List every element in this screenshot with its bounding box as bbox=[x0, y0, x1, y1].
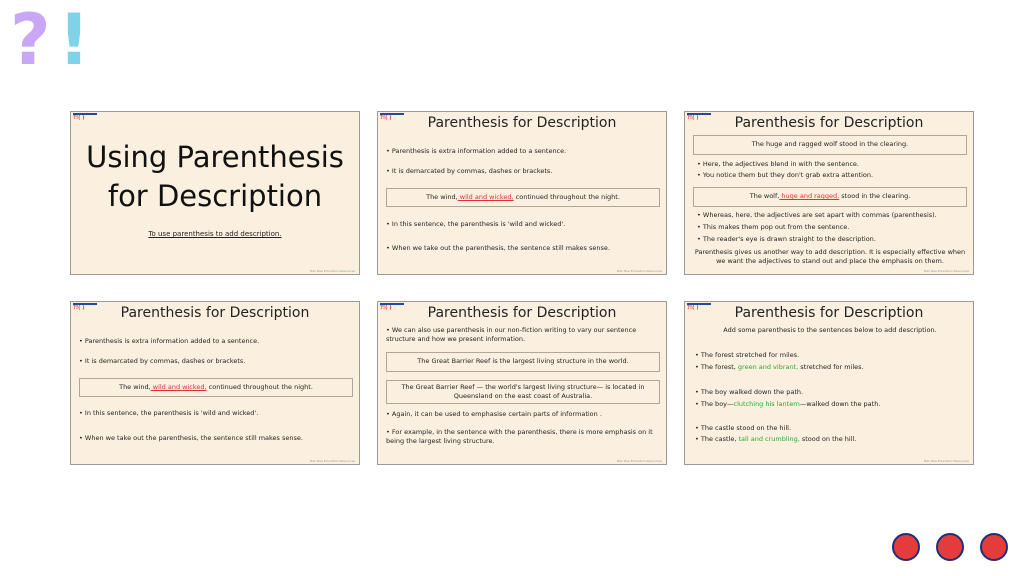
closing-text: Parenthesis gives us another way to add description. It is especially effective when we want the adjectives to stand out and place the emphasis on them. bbox=[694, 248, 966, 265]
brand-logo: ?!( ) bbox=[73, 303, 97, 311]
bullet: • In this sentence, the parenthesis is 'wild and wicked'. bbox=[79, 409, 258, 418]
bullet: • We can also use parenthesis in our non-fiction writing to vary our sentence structure and how we present information. bbox=[386, 326, 658, 344]
bullet: • It is demarcated by commas, dashes or brackets. bbox=[79, 357, 245, 366]
example-sentence-box: The Great Barrier Reef is the largest living structure in the world. bbox=[386, 352, 660, 372]
slide-thumbnail-2[interactable] bbox=[377, 111, 667, 275]
bullet: • The reader's eye is drawn straight to the description. bbox=[697, 235, 876, 244]
slide-subtitle: To use parenthesis to add description. bbox=[148, 230, 282, 238]
bullet: • Parenthesis is extra information added to a sentence. bbox=[386, 147, 566, 156]
bullet: • When we take out the parenthesis, the sentence still makes sense. bbox=[79, 434, 303, 443]
bullet: • The boy walked down the path. bbox=[695, 388, 803, 397]
exclamation-mark-decoration: ! bbox=[58, 0, 90, 81]
brand-logo: ?!( ) bbox=[687, 113, 711, 121]
slide-title: Parenthesis for Description bbox=[120, 305, 310, 321]
slide-thumbnail-1[interactable] bbox=[70, 111, 360, 275]
example-sentence-box: The Great Barrier Reef — the world's largest living structure— is located in Queensland on the east coast of Australia. bbox=[386, 380, 660, 404]
bullet: • The forest, green and vibrant, stretched for miles. bbox=[695, 363, 864, 372]
bullet: • Here, the adjectives blend in with the sentence. bbox=[697, 160, 859, 169]
example-sentence-box: The wind, wild and wicked, continued throughout the night. bbox=[79, 378, 353, 397]
slide-title: Parenthesis for Description bbox=[734, 115, 924, 131]
slide-thumbnail-3[interactable] bbox=[684, 111, 974, 275]
slide-footer: Plan Bee Education Resources bbox=[923, 459, 969, 463]
slide-footer: Plan Bee Education Resources bbox=[309, 269, 355, 273]
bullet: • The boy—clutching his lantern—walked down the path. bbox=[695, 400, 880, 409]
red-dot-icon bbox=[936, 533, 964, 561]
slide-thumbnail-5[interactable] bbox=[377, 301, 667, 465]
slide-title: Parenthesis for Description bbox=[427, 305, 617, 321]
red-dot-icon bbox=[892, 533, 920, 561]
bullet: • The castle, tall and crumbling, stood on the hill. bbox=[695, 435, 856, 444]
slide-footer: Plan Bee Education Resources bbox=[309, 459, 355, 463]
slide-footer: Plan Bee Education Resources bbox=[923, 269, 969, 273]
example-sentence-box: The wind, wild and wicked, continued throughout the night. bbox=[386, 188, 660, 207]
bullet: • Whereas, here, the adjectives are set apart with commas (parenthesis). bbox=[697, 211, 937, 220]
instruction-text: Add some parenthesis to the sentences below to add description. bbox=[723, 326, 937, 334]
bullet: • It is demarcated by commas, dashes or brackets. bbox=[386, 167, 552, 176]
bullet: • This makes them pop out from the sentence. bbox=[697, 223, 849, 232]
example-sentence-box: The wolf, huge and ragged, stood in the clearing. bbox=[693, 187, 967, 207]
slide-title: Parenthesis for Description bbox=[427, 115, 617, 131]
bullet: • In this sentence, the parenthesis is 'wild and wicked'. bbox=[386, 220, 565, 229]
bullet: • The forest stretched for miles. bbox=[695, 351, 799, 360]
bullet: • When we take out the parenthesis, the sentence still makes sense. bbox=[386, 244, 610, 253]
slide-thumbnail-4[interactable] bbox=[70, 301, 360, 465]
bullet: • The castle stood on the hill. bbox=[695, 424, 791, 433]
example-sentence-box: The huge and ragged wolf stood in the clearing. bbox=[693, 135, 967, 155]
slide-title: Using Parenthesis for Description bbox=[86, 140, 344, 213]
red-dot-icon bbox=[980, 533, 1008, 561]
slide-footer: Plan Bee Education Resources bbox=[616, 269, 662, 273]
question-mark-decoration: ? bbox=[10, 0, 51, 81]
brand-logo: ?!( ) bbox=[687, 303, 711, 311]
brand-logo: ?!( ) bbox=[73, 113, 97, 121]
bullet: • Parenthesis is extra information added to a sentence. bbox=[79, 337, 259, 346]
slide-footer: Plan Bee Education Resources bbox=[616, 459, 662, 463]
slide-thumbnail-6[interactable] bbox=[684, 301, 974, 465]
slide-title: Parenthesis for Description bbox=[734, 305, 924, 321]
brand-logo: ?!( ) bbox=[380, 113, 404, 121]
brand-logo: ?!( ) bbox=[380, 303, 404, 311]
bullet: • Again, it can be used to emphasise certain parts of information . bbox=[386, 410, 602, 419]
bullet: • You notice them but they don't grab extra attention. bbox=[697, 171, 873, 180]
bullet: • For example, in the sentence with the parenthesis, there is more emphasis on it being the largest living structure. bbox=[386, 428, 658, 446]
